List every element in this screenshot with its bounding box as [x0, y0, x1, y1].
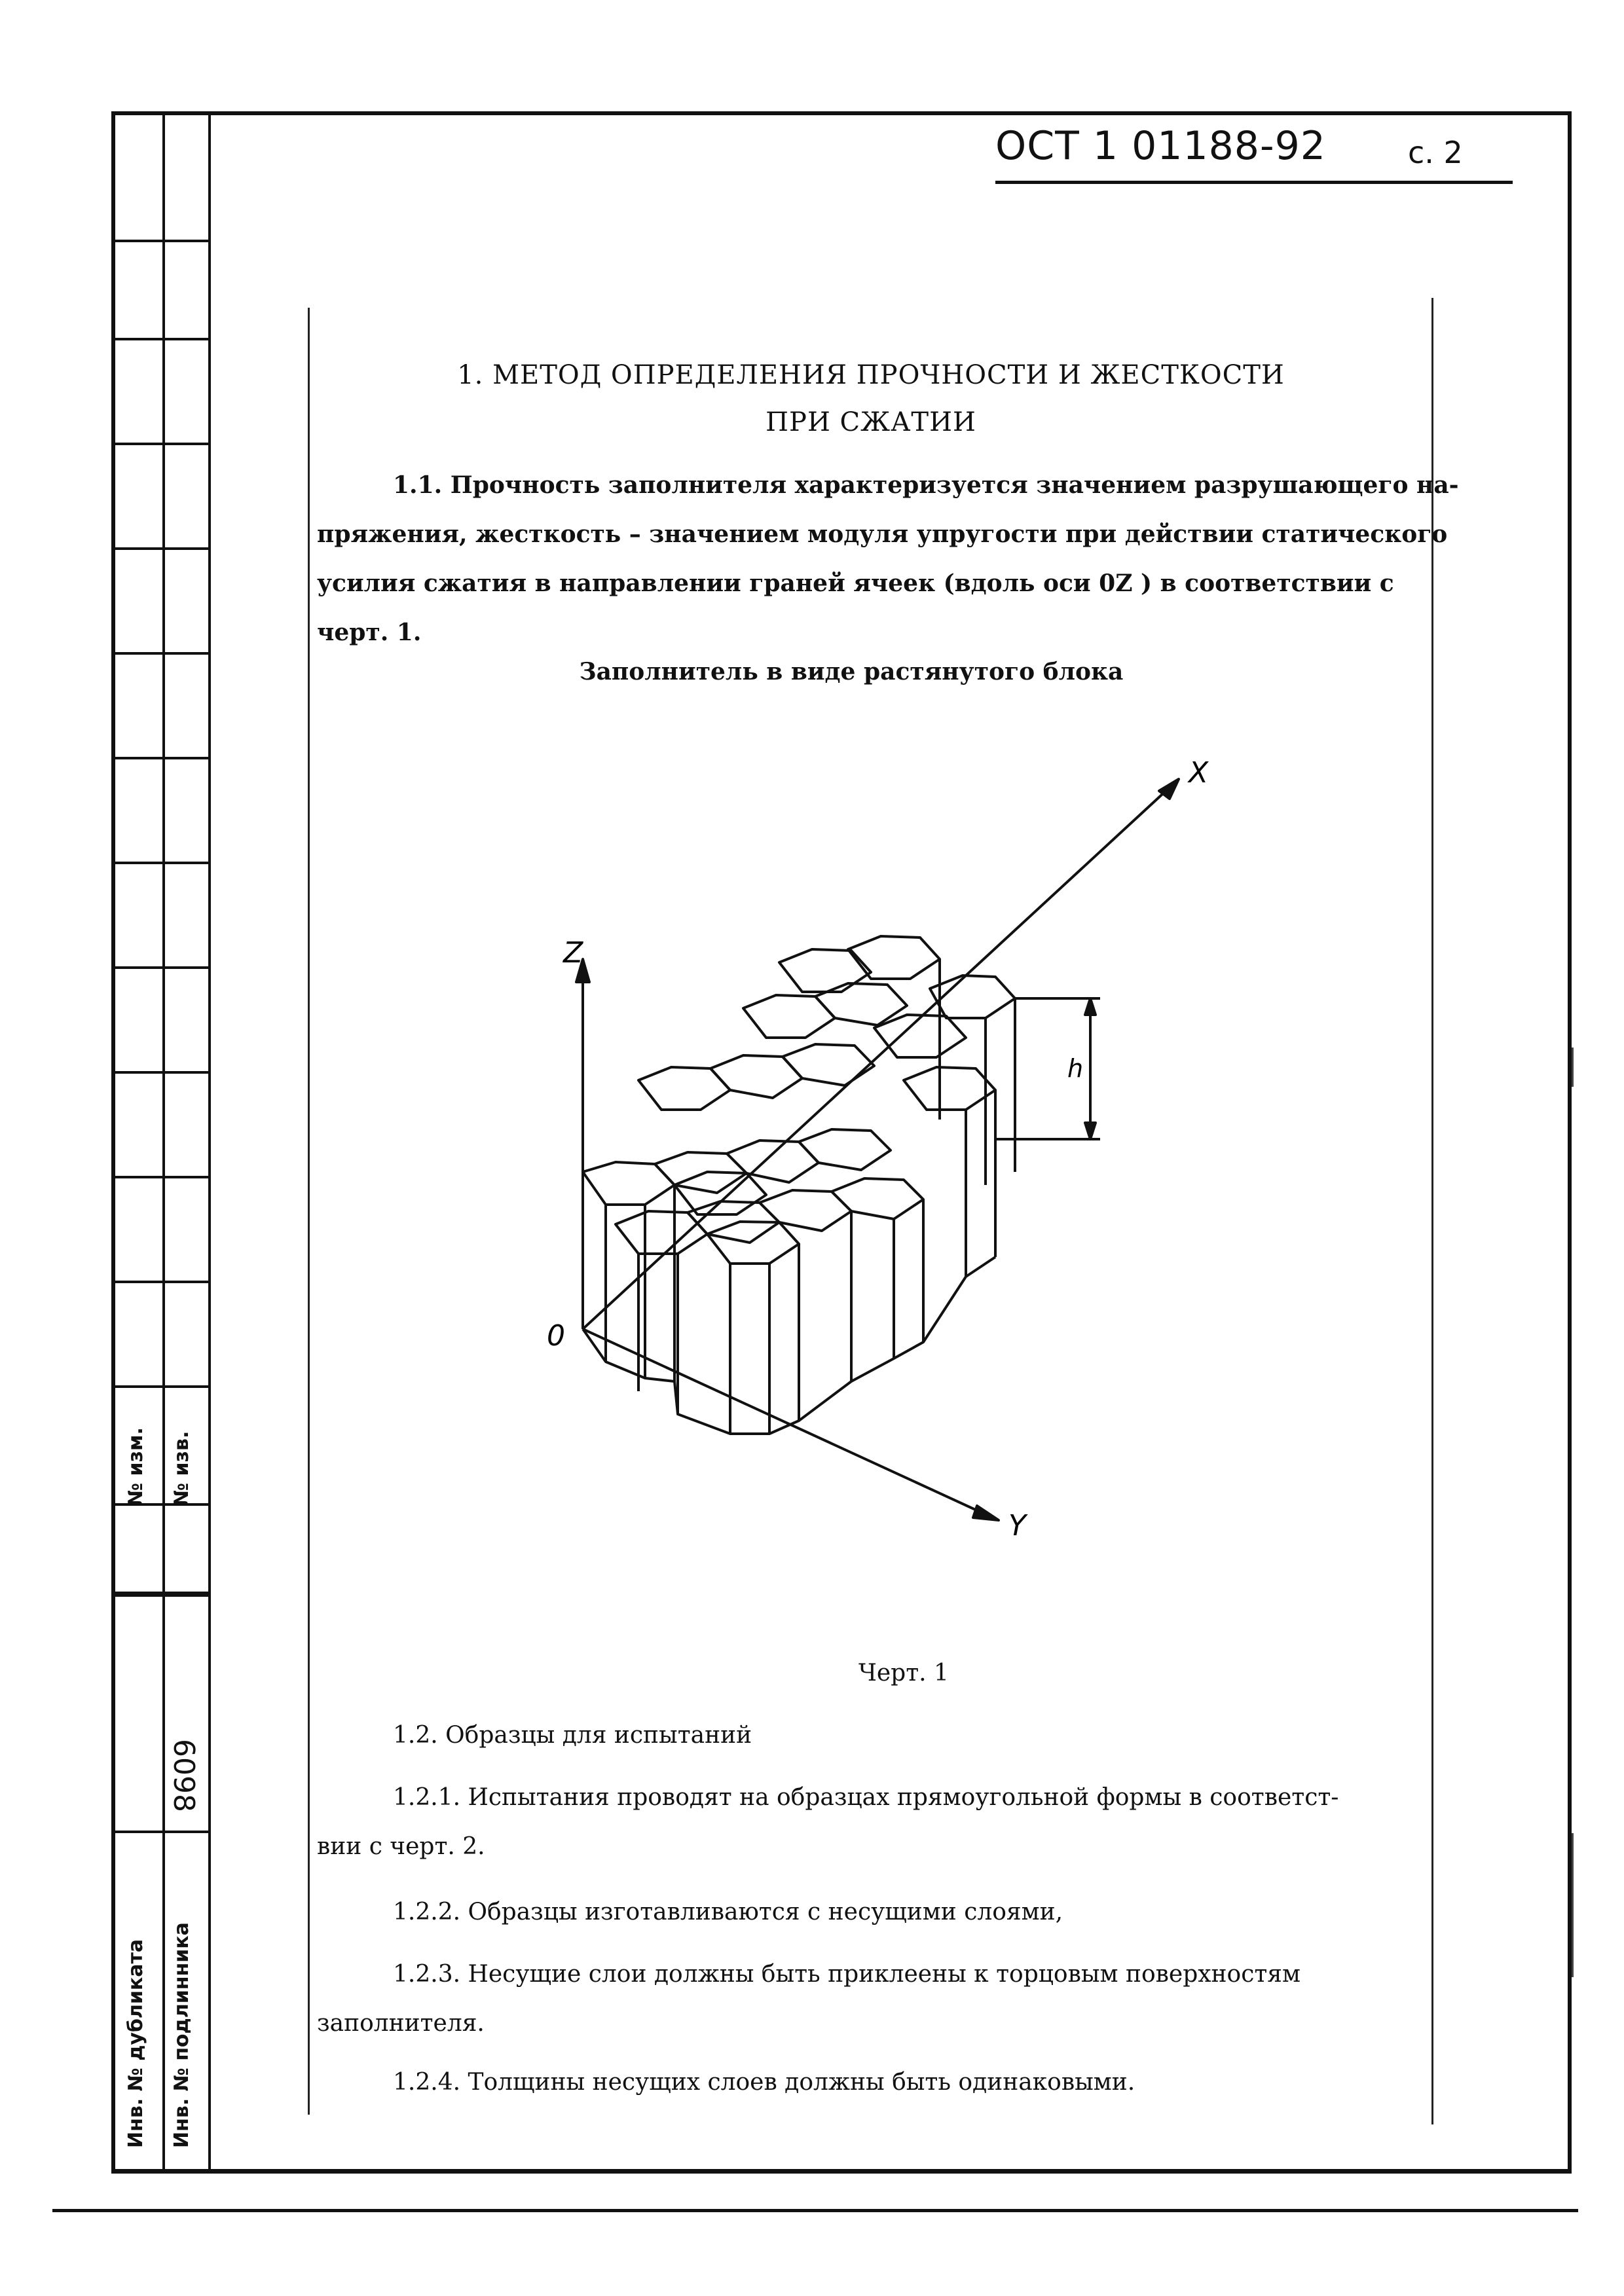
paragraph-1-2-3-line: 1.2.3. Несущие слои должны быть приклеены к торцовым поверхностям	[393, 1961, 1301, 1988]
honeycomb-cells	[583, 936, 1015, 1264]
page-number: с. 2	[1408, 135, 1463, 170]
y-axis-arrow	[973, 1506, 999, 1520]
left-text-margin	[308, 308, 310, 2115]
edge-mark	[1572, 1833, 1574, 1977]
dimension-label-h: h	[1067, 1054, 1084, 1083]
subsection-heading: 1.2. Образцы для испытаний	[393, 1722, 752, 1749]
document-code: ОСТ 1 01188-92	[995, 123, 1326, 169]
paragraph-1-1-line: пряжения, жесткость – значением модуля упругости при действии статического	[317, 520, 1448, 548]
duplicate-inventory-label: Инв. № дубликата	[124, 1939, 147, 2148]
paragraph-1-1-line: 1.1. Прочность заполнителя характеризуется значением разрушающего на-	[393, 471, 1459, 499]
paragraph-1-1-line: усилия сжатия в направлении граней ячеек (вдоль оси 0Z ) в соответствии с	[317, 570, 1394, 597]
right-text-margin	[1431, 298, 1433, 2124]
axis-label-y: Y	[1008, 1509, 1026, 1542]
notice-number-label: № изв.	[170, 1430, 193, 1506]
bottom-rule	[52, 2209, 1578, 2212]
axis-label-x: X	[1189, 756, 1209, 790]
change-number-label: № изм.	[124, 1427, 147, 1506]
cell-walls	[583, 959, 1015, 1434]
edge-mark	[1572, 1048, 1574, 1087]
paragraph-1-1-line: черт. 1.	[317, 619, 422, 646]
paragraph-1-2-4: 1.2.4. Толщины несущих слоев должны быть одинаковыми.	[393, 2069, 1135, 2096]
honeycomb-figure	[511, 753, 1264, 1584]
figure-caption-bottom: Черт. 1	[858, 1660, 949, 1686]
paragraph-1-2-1-line: вии с черт. 2.	[317, 1833, 485, 1860]
paragraph-1-2-3-line: заполнителя.	[317, 2010, 485, 2037]
paragraph-1-2-1-line: 1.2.1. Испытания проводят на образцах прямоугольной формы в соответст-	[393, 1784, 1339, 1811]
stamp-column	[115, 115, 211, 2170]
axis-label-origin: 0	[547, 1319, 565, 1353]
axis-label-z: Z	[563, 936, 583, 970]
header-rule	[995, 181, 1513, 184]
original-inventory-value: 6098	[167, 1739, 200, 1812]
page-header	[989, 123, 1513, 182]
paragraph-1-2-2: 1.2.2. Образцы изготавливаются с несущими слоями,	[393, 1899, 1063, 1925]
section-title-line2: ПРИ СЖАТИИ	[766, 407, 976, 437]
original-inventory-label: Инв. № подлинника	[170, 1922, 193, 2148]
figure-caption-top: Заполнитель в виде растянутого блока	[579, 658, 1124, 685]
section-title: 1. МЕТОД ОПРЕДЕЛЕНИЯ ПРОЧНОСТИ И ЖЕСТКОСТИ	[457, 360, 1285, 390]
